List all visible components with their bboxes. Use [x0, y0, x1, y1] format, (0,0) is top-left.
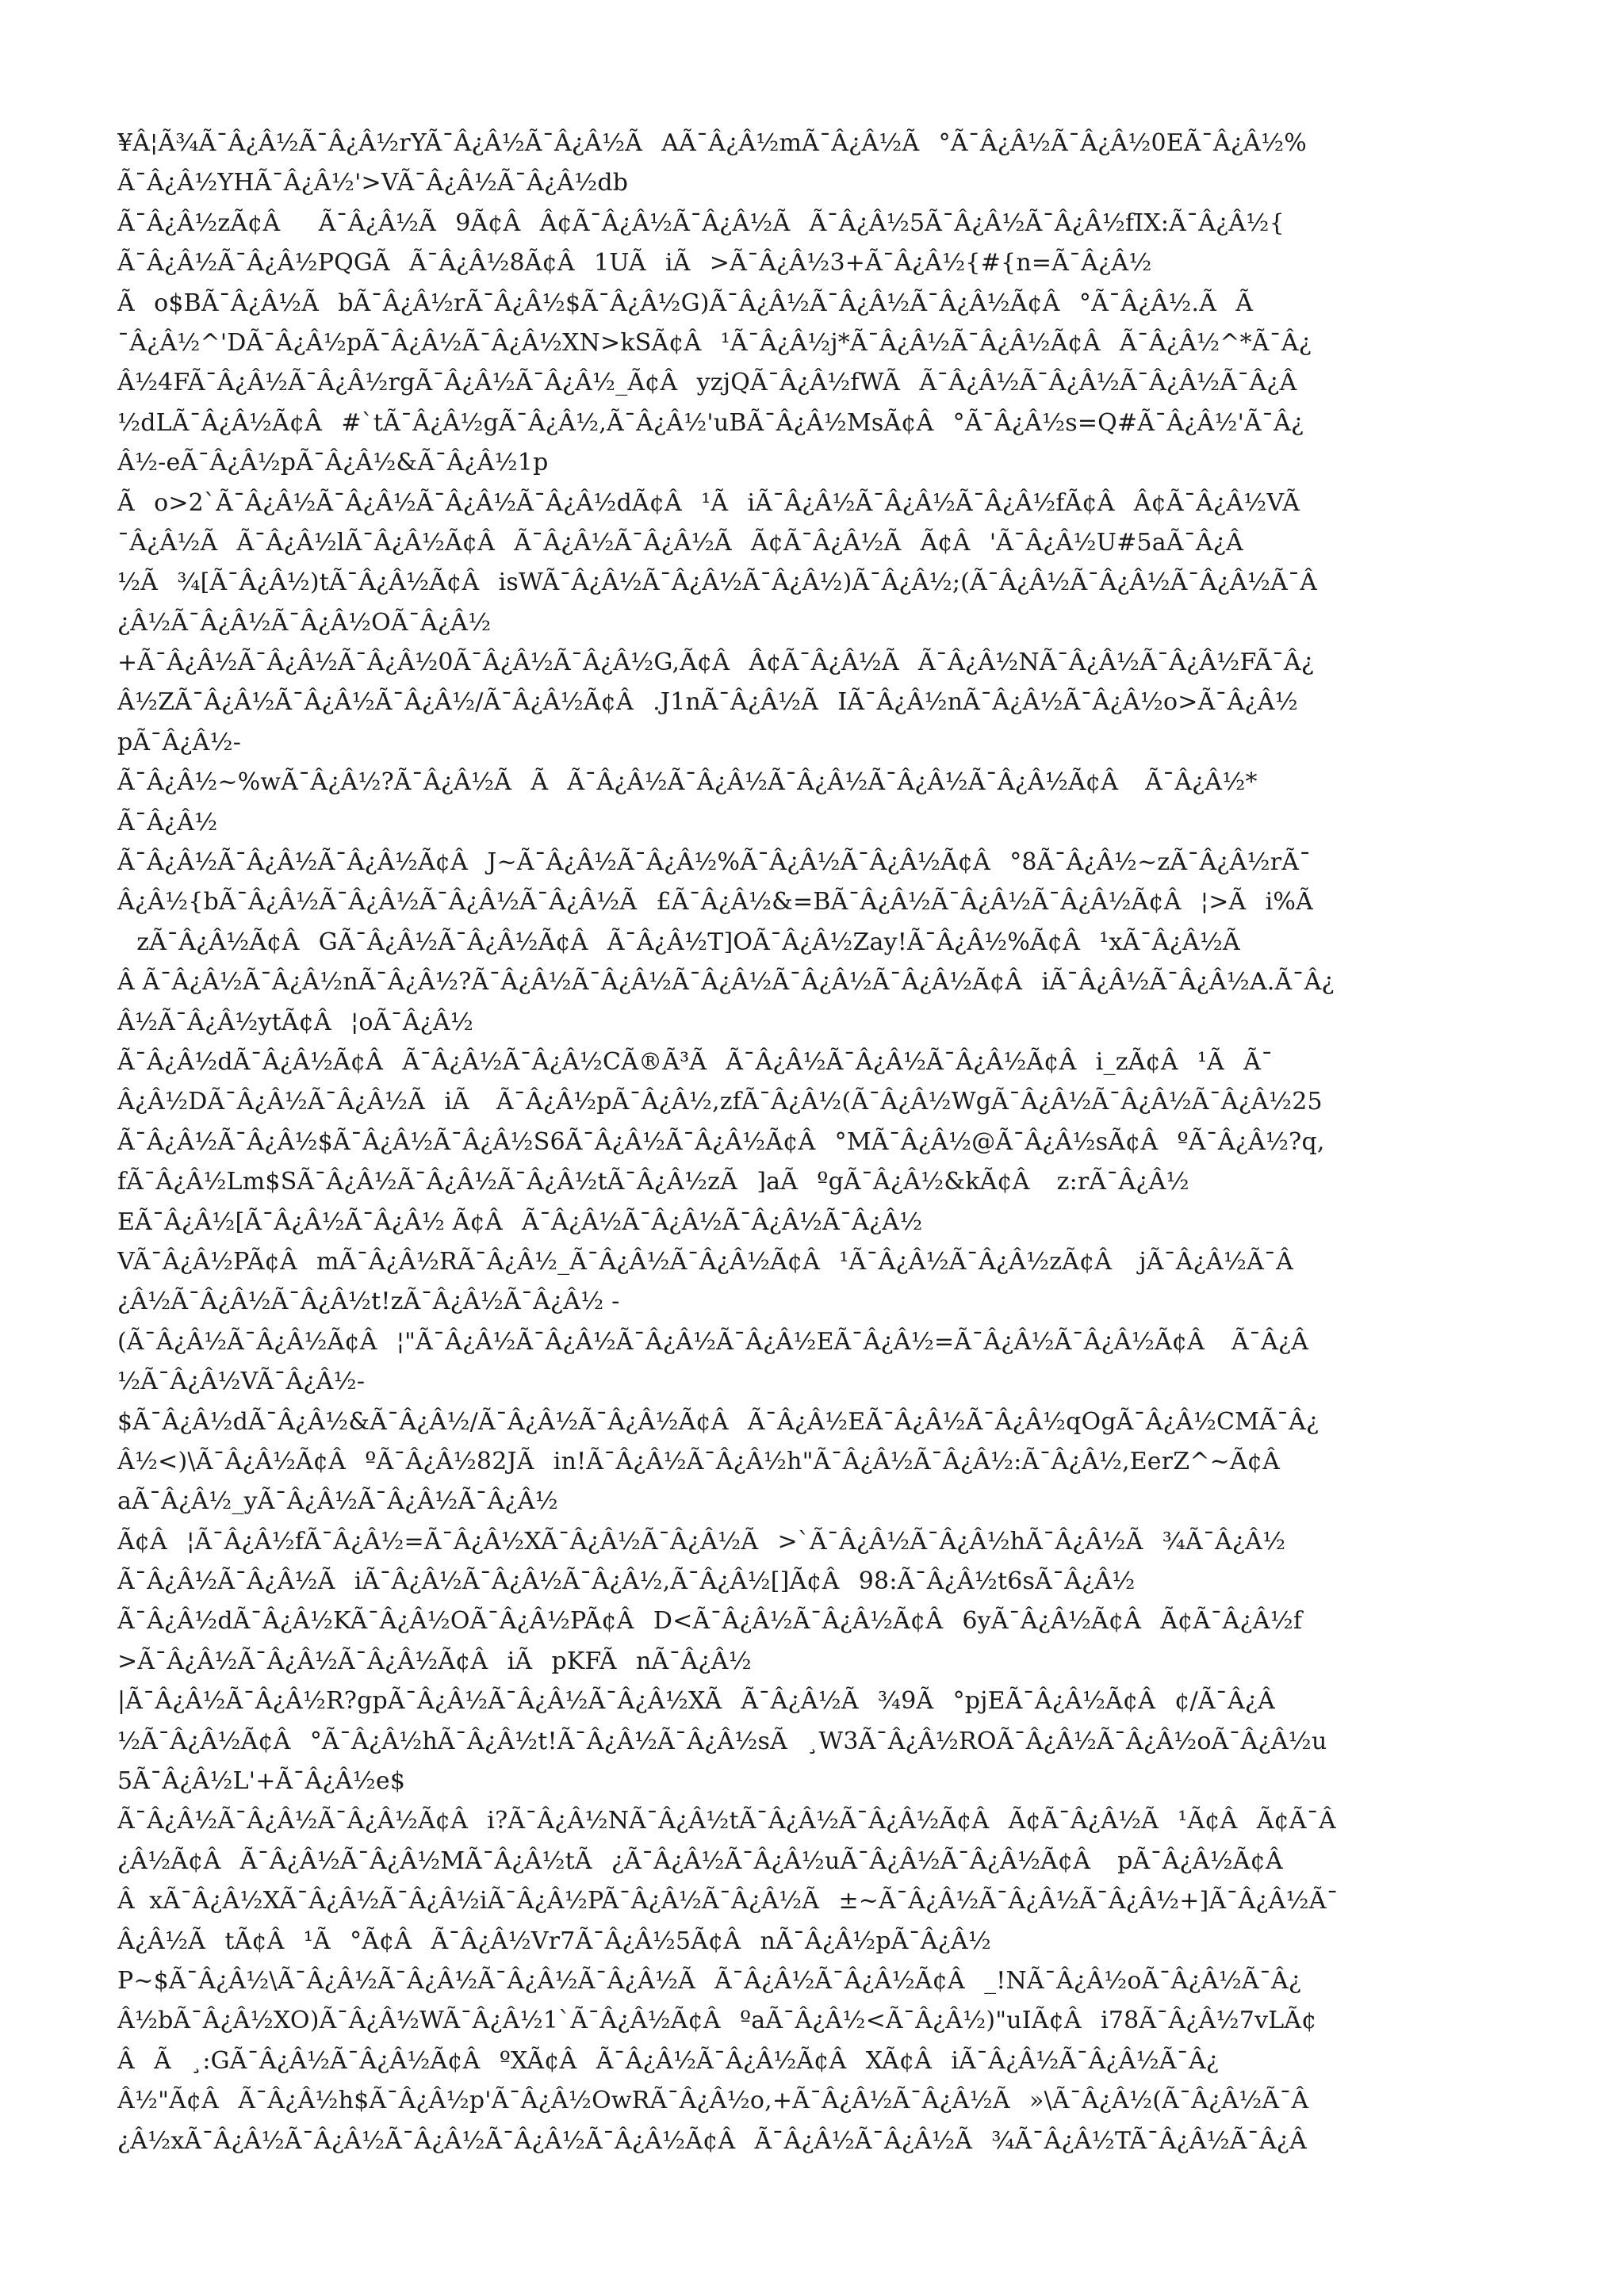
- text-line: Ã¯Â¿Â½YHÃ¯Â¿Â½'>VÃ¯Â¿Â½Ã¯Â¿Â½db: [117, 169, 629, 197]
- text-line: Ão>2`Ã¯Â¿Â½Ã¯Â¿Â½Ã¯Â¿Â½Ã¯Â¿Â½dÃ¢Â¹ÃiÃ¯Â¿Â½Ã¯Â¿Â½Ã¯Â¿Â½fÃ¢ÂÂ¢Ã¯Â¿Â½VÃ: [117, 488, 1300, 517]
- text-line: aÃ¯Â¿Â½_yÃ¯Â¿Â½Ã¯Â¿Â½Ã¯Â¿Â½: [117, 1487, 558, 1516]
- text-line: ½Ã¯Â¿Â½Ã¢Â°Ã¯Â¿Â½hÃ¯Â¿Â½t!Ã¯Â¿Â½Ã¯Â¿Â½sÃ¸W3Ã¯Â¿Â½ROÃ¯Â¿Â½Ã¯Â¿Â½oÃ¯Â¿Â½u: [117, 1727, 1327, 1755]
- text-line: Â¿Â½{bÃ¯Â¿Â½Ã¯Â¿Â½Ã¯Â¿Â½Ã¯Â¿Â½Ã£Ã¯Â¿Â½&=BÃ¯Â¿Â½Ã¯Â¿Â½Ã¯Â¿Â½Ã¢Â¦>Ãi%Ã: [117, 888, 1313, 916]
- text-line: +Ã¯Â¿Â½Ã¯Â¿Â½Ã¯Â¿Â½0Ã¯Â¿Â½Ã¯Â¿Â½G,Ã¢ÂÂ¢Ã¯Â¿Â½ÃÃ¯Â¿Â½NÃ¯Â¿Â½Ã¯Â¿Â½FÃ¯Â¿: [117, 649, 1315, 677]
- text-line: |Ã¯Â¿Â½Ã¯Â¿Â½R?gpÃ¯Â¿Â½Ã¯Â¿Â½Ã¯Â¿Â½XÃÃ¯Â¿Â½Ã¾9Ã°pjEÃ¯Â¿Â½Ã¢Â¢/Ã¯Â¿Â: [117, 1687, 1276, 1716]
- text-line: Ã¯Â¿Â½zÃ¢ÂÃ¯Â¿Â½Ã9Ã¢ÂÂ¢Ã¯Â¿Â½Ã¯Â¿Â½ÃÃ¯Â¿Â½5Ã¯Â¿Â½Ã¯Â¿Â½fIX:Ã¯Â¿Â½{: [117, 209, 1285, 237]
- text-line: ¥Â¦Ã¾Ã¯Â¿Â½Ã¯Â¿Â½rYÃ¯Â¿Â½Ã¯Â¿Â½ÃAÃ¯Â¿Â½mÃ¯Â¿Â½Ã°Ã¯Â¿Â½Ã¯Â¿Â½0EÃ¯Â¿Â½%: [117, 129, 1307, 157]
- text-line: ½Ã¯Â¿Â½VÃ¯Â¿Â½-: [117, 1368, 366, 1396]
- text-line: P~$Ã¯Â¿Â½\Ã¯Â¿Â½Ã¯Â¿Â½Ã¯Â¿Â½Ã¯Â¿Â½ÃÃ¯Â¿Â½Ã¯Â¿Â½Ã¢Â_!NÃ¯Â¿Â½oÃ¯Â¿Â½Ã¯Â¿: [117, 1966, 1302, 1995]
- text-line: Ã¯Â¿Â½: [117, 808, 218, 836]
- text-line: >Ã¯Â¿Â½Ã¯Â¿Â½Ã¯Â¿Â½Ã¢ÂiÃpKFÃnÃ¯Â¿Â½: [117, 1647, 752, 1675]
- text-line: ¿Â½Ã¯Â¿Â½Ã¯Â¿Â½OÃ¯Â¿Â½: [117, 608, 492, 637]
- text-line: Ã¢Â¦Ã¯Â¿Â½fÃ¯Â¿Â½=Ã¯Â¿Â½XÃ¯Â¿Â½Ã¯Â¿Â½Ã>`Ã¯Â¿Â½Ã¯Â¿Â½hÃ¯Â¿Â½Ã¾Ã¯Â¿Â½: [117, 1527, 1286, 1556]
- text-line: Â½4FÃ¯Â¿Â½Ã¯Â¿Â½rgÃ¯Â¿Â½Ã¯Â¿Â½_Ã¢ÂyzjQÃ¯Â¿Â½fWÃÃ¯Â¿Â½Ã¯Â¿Â½Ã¯Â¿Â½Ã¯Â¿Â: [117, 369, 1297, 397]
- text-line: Â½<)\Ã¯Â¿Â½Ã¢ÂºÃ¯Â¿Â½82JÃin!Ã¯Â¿Â½Ã¯Â¿Â½h"Ã¯Â¿Â½Ã¯Â¿Â½:Ã¯Â¿Â½,EerZ^~Ã¢Â: [117, 1447, 1300, 1475]
- text-line: Â½"Ã¢ÂÃ¯Â¿Â½h$Ã¯Â¿Â½p'Ã¯Â¿Â½OwRÃ¯Â¿Â½o,+Ã¯Â¿Â½Ã¯Â¿Â½Ã»\Ã¯Â¿Â½(Ã¯Â¿Â½Ã¯Â: [117, 2087, 1309, 2115]
- text-line: Â¿Â½DÃ¯Â¿Â½Ã¯Â¿Â½ÃiÃ Ã¯Â¿Â½pÃ¯Â¿Â½,zfÃ¯Â¿Â½(Ã¯Â¿Â½WgÃ¯Â¿Â½Ã¯Â¿Â½Ã¯Â¿Â½25: [117, 1088, 1323, 1116]
- text-line: Â½ZÃ¯Â¿Â½Ã¯Â¿Â½Ã¯Â¿Â½/Ã¯Â¿Â½Ã¢Â.J1nÃ¯Â¿Â½ÃIÃ¯Â¿Â½nÃ¯Â¿Â½Ã¯Â¿Â½o>Ã¯Â¿Â½: [117, 688, 1298, 717]
- text-line: Â½Ã¯Â¿Â½ytÃ¢Â¦oÃ¯Â¿Â½: [117, 1008, 474, 1036]
- text-line: Â¿Â½ÃtÃ¢Â¹Ã°Ã¢ÂÃ¯Â¿Â½Vr7Ã¯Â¿Â½5Ã¢ÂnÃ¯Â¿Â½pÃ¯Â¿Â½: [117, 1927, 992, 1955]
- text-line: Ã¯Â¿Â½dÃ¯Â¿Â½KÃ¯Â¿Â½OÃ¯Â¿Â½PÃ¢ÂD<Ã¯Â¿Â½Ã¯Â¿Â½Ã¢Â6yÃ¯Â¿Â½Ã¢ÂÃ¢Ã¯Â¿Â½f: [117, 1607, 1303, 1636]
- text-line: Â Ã¯Â¿Â½Ã¯Â¿Â½nÃ¯Â¿Â½?Ã¯Â¿Â½Ã¯Â¿Â½Ã¯Â¿Â½Ã¯Â¿Â½Ã¯Â¿Â½Ã¢ÂiÃ¯Â¿Â½Ã¯Â¿Â½A.Ã¯Â¿: [117, 968, 1335, 997]
- text-line: Ã¯Â¿Â½~%wÃ¯Â¿Â½?Ã¯Â¿Â½ÃÃÃ¯Â¿Â½Ã¯Â¿Â½Ã¯Â¿Â½Ã¯Â¿Â½Ã¯Â¿Â½Ã¢Â Ã¯Â¿Â½*: [117, 768, 1258, 797]
- text-line: $Ã¯Â¿Â½dÃ¯Â¿Â½&Ã¯Â¿Â½/Ã¯Â¿Â½Ã¯Â¿Â½Ã¢ÂÃ¯Â¿Â½EÃ¯Â¿Â½Ã¯Â¿Â½qOgÃ¯Â¿Â½CMÃ¯Â¿: [117, 1407, 1320, 1436]
- text-line: EÃ¯Â¿Â½[Ã¯Â¿Â½Ã¯Â¿Â½ Ã¢ÂÃ¯Â¿Â½Ã¯Â¿Â½Ã¯Â¿Â½Ã¯Â¿Â½: [117, 1207, 923, 1236]
- text-line: ÂxÃ¯Â¿Â½XÃ¯Â¿Â½Ã¯Â¿Â½iÃ¯Â¿Â½PÃ¯Â¿Â½Ã¯Â¿Â½Ã±~Ã¯Â¿Â½Ã¯Â¿Â½Ã¯Â¿Â½+]Ã¯Â¿Â½Ã¯: [117, 1887, 1339, 1915]
- text-line: ¿Â½Ã¯Â¿Â½Ã¯Â¿Â½t!zÃ¯Â¿Â½Ã¯Â¿Â½ -: [117, 1288, 620, 1316]
- text-line: Ã¯Â¿Â½Ã¯Â¿Â½$Ã¯Â¿Â½Ã¯Â¿Â½S6Ã¯Â¿Â½Ã¯Â¿Â½Ã¢Â°MÃ¯Â¿Â½@Ã¯Â¿Â½sÃ¢ÂºÃ¯Â¿Â½?q,: [117, 1127, 1325, 1156]
- text-line: Ão$BÃ¯Â¿Â½ÃbÃ¯Â¿Â½rÃ¯Â¿Â½$Ã¯Â¿Â½G)Ã¯Â¿Â½Ã¯Â¿Â½Ã¯Â¿Â½Ã¢Â°Ã¯Â¿Â½.ÃÃ: [117, 289, 1254, 317]
- text-line: Ã¯Â¿Â½Ã¯Â¿Â½PQGÃÃ¯Â¿Â½8Ã¢Â1UÃiÃ>Ã¯Â¿Â½3+Ã¯Â¿Â½{#{n=Ã¯Â¿Â½: [117, 249, 1152, 277]
- text-line: Ã¯Â¿Â½Ã¯Â¿Â½Ã¯Â¿Â½Ã¢ÂJ~Ã¯Â¿Â½Ã¯Â¿Â½%Ã¯Â¿Â½Ã¯Â¿Â½Ã¢Â°8Ã¯Â¿Â½~zÃ¯Â¿Â½rÃ¯: [117, 848, 1312, 877]
- text-line: Ã¯Â¿Â½dÃ¯Â¿Â½Ã¢ÂÃ¯Â¿Â½Ã¯Â¿Â½CÃ®Ã³ÃÃ¯Â¿Â½Ã¯Â¿Â½Ã¯Â¿Â½Ã¢Âi_zÃ¢Â¹ÃÃ¯: [117, 1047, 1274, 1076]
- text-line: VÃ¯Â¿Â½PÃ¢ÂmÃ¯Â¿Â½RÃ¯Â¿Â½_Ã¯Â¿Â½Ã¯Â¿Â½Ã¢Â¹Ã¯Â¿Â½Ã¯Â¿Â½zÃ¢Â jÃ¯Â¿Â½Ã¯Â: [117, 1247, 1293, 1276]
- text-line: 5Ã¯Â¿Â½L'+Ã¯Â¿Â½e$: [117, 1767, 406, 1796]
- text-line: ½Ã¾[Ã¯Â¿Â½)tÃ¯Â¿Â½Ã¢ÂisWÃ¯Â¿Â½Ã¯Â¿Â½Ã¯Â¿Â½)Ã¯Â¿Â½;(Ã¯Â¿Â½Ã¯Â¿Â½Ã¯Â¿Â½Ã¯Â: [117, 568, 1318, 597]
- garbled-text-block: [117, 124, 1513, 2161]
- text-line: ¿Â½Ã¢ÂÃ¯Â¿Â½Ã¯Â¿Â½MÃ¯Â¿Â½tÃ¿Ã¯Â¿Â½Ã¯Â¿Â½uÃ¯Â¿Â½Ã¯Â¿Â½Ã¢Â pÃ¯Â¿Â½Ã¢Â: [117, 1846, 1303, 1875]
- text-line: ¯Â¿Â½^'DÃ¯Â¿Â½pÃ¯Â¿Â½Ã¯Â¿Â½XN>kSÃ¢Â¹Ã¯Â¿Â½j*Ã¯Â¿Â½Ã¯Â¿Â½Ã¢ÂÃ¯Â¿Â½^*Ã¯Â¿: [117, 328, 1312, 357]
- text-line: Â½bÃ¯Â¿Â½XO)Ã¯Â¿Â½WÃ¯Â¿Â½1`Ã¯Â¿Â½Ã¢ÂºaÃ¯Â¿Â½<Ã¯Â¿Â½)"uIÃ¢Âi78Ã¯Â¿Â½7vLÃ¢: [117, 2007, 1317, 2035]
- text-line: (Ã¯Â¿Â½Ã¯Â¿Â½Ã¢Â¦"Ã¯Â¿Â½Ã¯Â¿Â½Ã¯Â¿Â½Ã¯Â¿Â½EÃ¯Â¿Â½=Ã¯Â¿Â½Ã¯Â¿Â½Ã¢Â Ã¯Â¿Â: [117, 1327, 1309, 1356]
- text-line: pÃ¯Â¿Â½-: [117, 728, 242, 756]
- text-line: Ã¯Â¿Â½Ã¯Â¿Â½Ã¯Â¿Â½Ã¢Âi?Ã¯Â¿Â½NÃ¯Â¿Â½tÃ¯Â¿Â½Ã¯Â¿Â½Ã¢ÂÃ¢Ã¯Â¿Â½Ã¹Ã¢ÂÃ¢Ã¯Â: [117, 1807, 1336, 1835]
- text-line: ¯Â¿Â½ÃÃ¯Â¿Â½lÃ¯Â¿Â½Ã¢ÂÃ¯Â¿Â½Ã¯Â¿Â½ÃÃ¢Ã¯Â¿Â½ÃÃ¢Â'Ã¯Â¿Â½U#5aÃ¯Â¿Â: [117, 528, 1243, 557]
- text-line: ¿Â½xÃ¯Â¿Â½Ã¯Â¿Â½Ã¯Â¿Â½Ã¯Â¿Â½Ã¯Â¿Â½Ã¢ÂÃ¯Â¿Â½Ã¯Â¿Â½Ã¾Ã¯Â¿Â½TÃ¯Â¿Â½Ã¯Â¿Â: [117, 2126, 1307, 2155]
- text-line: Â½-eÃ¯Â¿Â½pÃ¯Â¿Â½&Ã¯Â¿Â½1p: [117, 449, 549, 477]
- text-line: zÃ¯Â¿Â½Ã¢ÂGÃ¯Â¿Â½Ã¯Â¿Â½Ã¢ÂÃ¯Â¿Â½T]OÃ¯Â¿Â½Zay!Ã¯Â¿Â½%Ã¢Â¹xÃ¯Â¿Â½Ã: [117, 928, 1240, 956]
- text-line: ÂÃ¸:GÃ¯Â¿Â½Ã¯Â¿Â½Ã¢ÂºXÃ¢ÂÃ¯Â¿Â½Ã¯Â¿Â½Ã¢ÂXÃ¢ÂiÃ¯Â¿Â½Ã¯Â¿Â½Ã¯Â¿: [117, 2046, 1220, 2075]
- text-line: ½dLÃ¯Â¿Â½Ã¢Â#`tÃ¯Â¿Â½gÃ¯Â¿Â½,Ã¯Â¿Â½'uBÃ¯Â¿Â½MsÃ¢Â°Ã¯Â¿Â½s=Q#Ã¯Â¿Â½'Ã¯Â¿: [117, 408, 1304, 437]
- text-line: Ã¯Â¿Â½Ã¯Â¿Â½ÃiÃ¯Â¿Â½Ã¯Â¿Â½Ã¯Â¿Â½,Ã¯Â¿Â½[]Ã¢Â98:Ã¯Â¿Â½t6sÃ¯Â¿Â½: [117, 1567, 1136, 1596]
- text-line: fÃ¯Â¿Â½Lm$SÃ¯Â¿Â½Ã¯Â¿Â½Ã¯Â¿Â½tÃ¯Â¿Â½zÃ]aÃºgÃ¯Â¿Â½&kÃ¢Â z:rÃ¯Â¿Â½: [117, 1168, 1189, 1196]
